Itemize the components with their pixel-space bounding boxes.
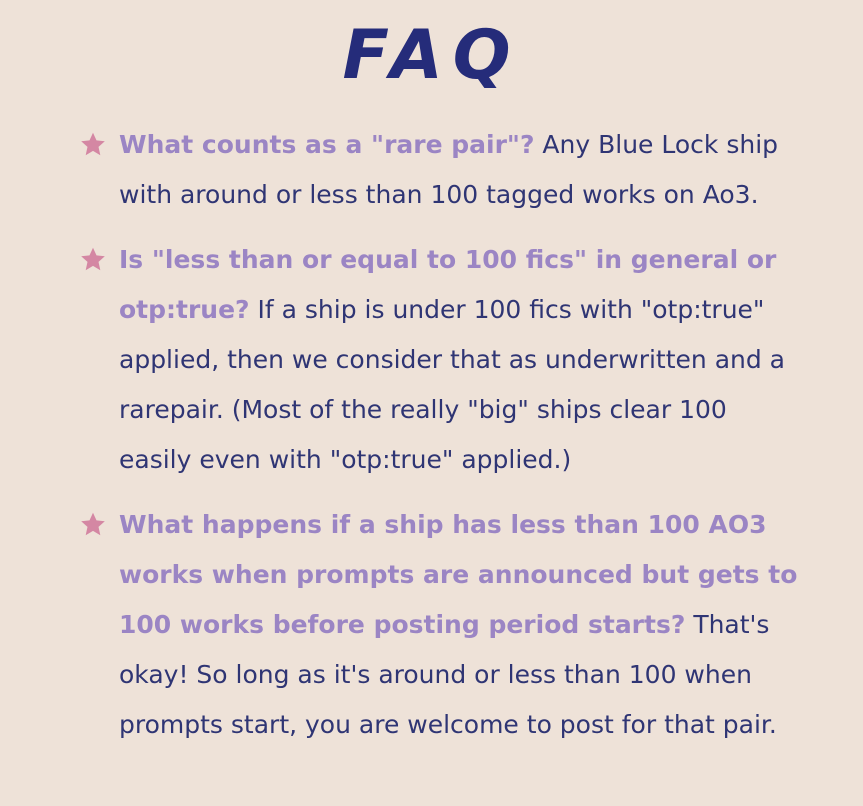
star-icon	[79, 131, 107, 158]
faq-item-rare-pair	[0, 120, 799, 220]
faq-question: Is "less than or equal to 100 fics" in general or otp:true?	[119, 245, 777, 324]
faq-answer: If a ship is under 100 fics with "otp:true" applied, then we consider that as underwritten and a rarepair. (Most of the really "big" ships clear 100 easily even with "otp:true" applied.)	[119, 295, 785, 474]
faq-answer: Any Blue Lock ship with around or less than 100 tagged works on Ao3.	[119, 130, 779, 209]
faq-question: What happens if a ship has less than 100 AO3 works when prompts are announced but gets to 100 works before posting period starts?	[119, 510, 798, 639]
faq-list	[0, 120, 863, 765]
faq-item-posting-period	[0, 500, 799, 750]
faq-item-otp-true	[0, 235, 799, 485]
faq-answer: That's okay! So long as it's around or less than 100 when prompts start, you are welcome to post for that pair.	[119, 610, 777, 739]
star-icon	[79, 246, 107, 273]
page-title: FAQ	[342, 16, 521, 95]
star-icon	[79, 511, 107, 538]
faq-question: What counts as a "rare pair"?	[119, 130, 535, 159]
